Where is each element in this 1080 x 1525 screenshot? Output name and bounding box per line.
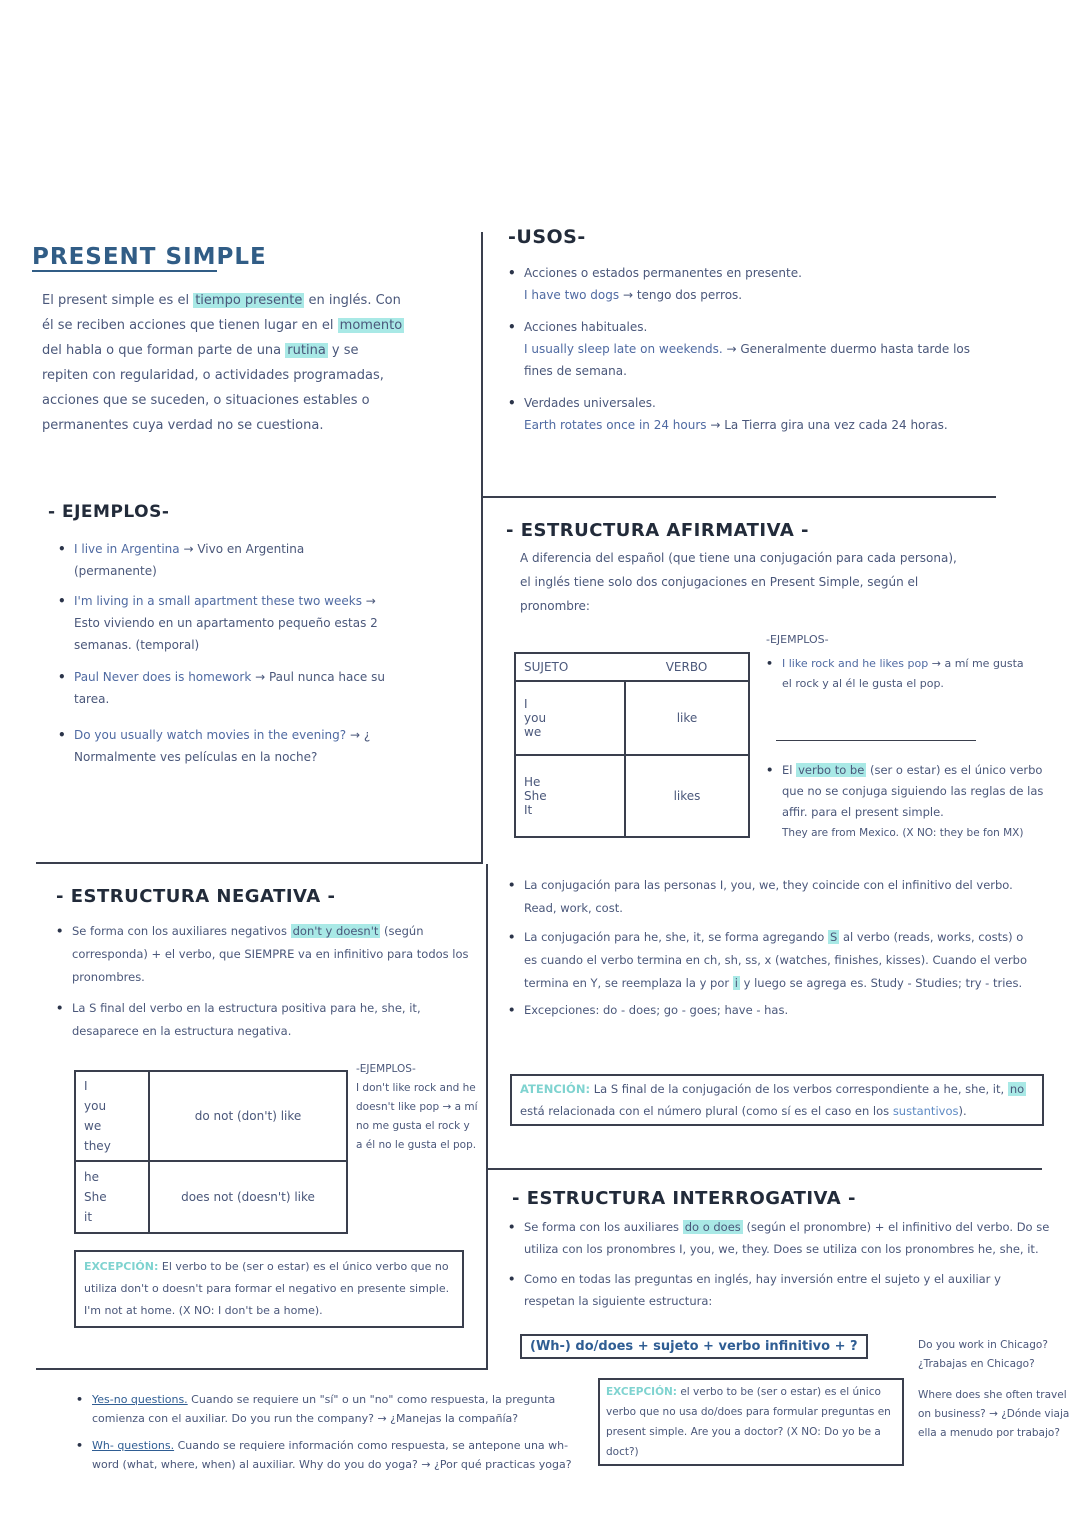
- table-row: [75, 1071, 347, 1161]
- list-item: • Yes-no questions. Cuando se requiere un "sí" o un "no" como respuesta, la pregunta comienza con el auxiliar. Do you run the company? → ¿Manejas la compañía?: [76, 1390, 584, 1428]
- atencion-box: ATENCIÓN: La S final de la conjugación de los verbos correspondiente a he, she, it, no está relacionada con el número plural (como sí es el caso en los sustantivos).: [510, 1074, 1044, 1126]
- divider-afirmativa-ejemplos: [776, 740, 976, 741]
- highlight-do-does: do o does: [684, 1220, 741, 1234]
- divider-right-interrogativa: [488, 1168, 1042, 1170]
- list-item: • Se forma con los auxiliares negativos don't y doesn't (según corresponda) + el verbo, que SIEMPRE va en infinitivo para todos los pronombres.: [56, 920, 476, 989]
- divider-right-usos: [483, 496, 996, 498]
- interrogativa-formula: (Wh-) do/does + sujeto + verbo infinitivo + ?: [520, 1334, 868, 1359]
- list-item: • La S final del verbo en la estructura positiva para he, she, it, desaparece en la estructura negativa.: [56, 997, 476, 1043]
- list-item: • Paul Never does is homework → Paul nunca hace su tarea.: [58, 666, 388, 710]
- interrogativa-side-examples: [918, 1336, 1074, 1443]
- atencion-label: ATENCIÓN:: [520, 1082, 591, 1096]
- usos-list: [508, 262, 978, 436]
- list-item: • Como en todas las preguntas en inglés, hay inversión entre el sujeto y el auxiliar y respetan la siguiente estructura:: [508, 1268, 1068, 1312]
- table-header-verbo: VERBO: [625, 653, 749, 681]
- afirmativa-table: [514, 652, 750, 838]
- negativa-ejemplos: -EJEMPLOS- I don't like rock and he doesn't like pop → a mí no me gusta el rock y a él no le gusta el pop.: [356, 1063, 478, 1151]
- list-item: • I live in Argentina → Vivo en Argentina (permanente): [58, 538, 388, 582]
- table-cell-verb: likes: [625, 755, 749, 837]
- column-divider-top: [481, 232, 483, 864]
- table-cell-verb: does not (doesn't) like: [149, 1161, 347, 1233]
- negativa-rules: [56, 920, 476, 1043]
- table-header-sujeto: SUJETO: [515, 653, 625, 681]
- table-row: [75, 1161, 347, 1233]
- table-row: [515, 681, 749, 755]
- afirmativa-heading: - ESTRUCTURA AFIRMATIVA -: [506, 520, 809, 541]
- page-title: PRESENT SIMPLE: [32, 244, 267, 270]
- table-cell-subjects: I you we: [515, 681, 625, 755]
- list-item: • I like rock and he likes pop → a mí me gusta el rock y al él le gusta el pop.: [766, 654, 1036, 694]
- ejemplos-heading: - EJEMPLOS-: [48, 502, 170, 522]
- highlight-momento: momento: [339, 318, 403, 333]
- highlight-rutina: rutina: [287, 343, 326, 358]
- title-underline: [32, 270, 217, 272]
- column-divider-negativa: [486, 864, 488, 1370]
- excepcion-label: EXCEPCIÓN:: [84, 1260, 159, 1273]
- table-cell-subjects: He She It: [515, 755, 625, 837]
- highlight-dont-doesnt: don't y doesn't: [292, 924, 379, 938]
- highlight-tiempo-presente: tiempo presente: [195, 293, 303, 308]
- list-item: • Wh- questions. Cuando se requiere información como respuesta, se antepone una wh-word (what, where, when) al auxiliar. Why do you do yoga? → ¿Por qué practicas yoga?: [76, 1436, 584, 1474]
- table-cell-verb: do not (don't) like: [149, 1071, 347, 1161]
- list-item: Do you work in Chicago? ¿Trabajas en Chicago?: [918, 1339, 1048, 1370]
- interrogativa-heading: - ESTRUCTURA INTERROGATIVA -: [512, 1188, 856, 1209]
- divider-left-mid: [36, 862, 482, 864]
- negativa-table: [74, 1070, 348, 1234]
- table-cell-verb: like: [625, 681, 749, 755]
- afirmativa-intro: A diferencia del español (que tiene una conjugación para cada persona), el inglés tiene solo dos conjugaciones en Present Simple, según el pronombre:: [520, 551, 957, 613]
- table-cell-subjects: he She it: [75, 1161, 149, 1233]
- question-types: [76, 1390, 584, 1474]
- intro-paragraph: El present simple es el tiempo presente en inglés. Con él se reciben acciones que tienen lugar en el momento del habla o que forman parte de una rutina y se repiten con regularidad, o actividades programadas, acciones que se suceden, o situaciones estables o permanentes cuya verdad no se cuestiona.: [42, 293, 403, 433]
- interrogativa-excepcion-box: EXCEPCIÓN: el verbo to be (ser o estar) es el único verbo que no usa do/does para formular preguntas en present simple. Are you a doctor? (X NO: Do yo be a doct?): [598, 1378, 904, 1466]
- divider-bottom-left: [36, 1368, 488, 1370]
- list-item: • Acciones o estados permanentes en presente. I have two dogs → tengo dos perros.: [508, 262, 978, 306]
- interrogativa-rules: [508, 1216, 1068, 1312]
- list-item: • La conjugación para las personas I, you, we, they coincide con el infinitivo del verbo. Read, work, cost.: [508, 874, 1028, 920]
- afirmativa-rules: [508, 874, 1028, 1022]
- ejemplos-list: [58, 538, 388, 768]
- usos-heading: -USOS-: [508, 226, 586, 248]
- excepcion-label: EXCEPCIÓN:: [606, 1386, 677, 1398]
- list-item: • Se forma con los auxiliares do o does (según el pronombre) + el infinitivo del verbo. Do se utiliza con los pronombres I, you, we, they. Does se utiliza con los pronombres he, she, it.: [508, 1216, 1068, 1260]
- yes-no-label: Yes-no questions.: [92, 1393, 188, 1406]
- verb-be-note: • El verbo to be (ser o estar) es el único verbo que no se conjuga siguiendo las reglas de las affir. para el present simple. They are from Mexico. (X NO: they be fon MX): [766, 760, 1056, 844]
- afirmativa-ejemplos: -EJEMPLOS- • I like rock and he likes pop → a mí me gusta el rock y al él le gusta el pop.: [766, 630, 1036, 694]
- list-item: • Do you usually watch movies in the evening? → ¿ Normalmente ves películas en la noche?: [58, 724, 388, 768]
- highlight-verbo-to-be: verbo to be: [798, 763, 865, 777]
- list-item: • Acciones habituales. I usually sleep late on weekends. → Generalmente duermo hasta tarde los fines de semana.: [508, 316, 978, 382]
- wh-label: Wh- questions.: [92, 1439, 175, 1452]
- table-row: [515, 755, 749, 837]
- list-item: • I'm living in a small apartment these two weeks → Esto viviendo en un apartamento pequeño estas 2 semanas. (temporal): [58, 590, 388, 656]
- negativa-heading: - ESTRUCTURA NEGATIVA -: [56, 886, 336, 907]
- table-row: [515, 653, 749, 681]
- list-item: • Verdades universales. Earth rotates once in 24 hours → La Tierra gira una vez cada 24 horas.: [508, 392, 978, 436]
- list-item: Where does she often travel on business? → ¿Dónde viaja ella a menudo por trabajo?: [918, 1389, 1070, 1439]
- table-cell-subjects: I you we they: [75, 1071, 149, 1161]
- list-item: • Excepciones: do - does; go - goes; have - has.: [508, 999, 1028, 1022]
- negativa-excepcion-box: EXCEPCIÓN: El verbo to be (ser o estar) es el único verbo que no utiliza don't o doesn't para formar el negativo en presente simple. I'm not at home. (X NO: I don't be a home).: [74, 1250, 464, 1328]
- list-item: • La conjugación para he, she, it, se forma agregando S al verbo (reads, works, costs) o es cuando el verbo termina en ch, sh, ss, x (watches, finishes, kisses). Cuando el verbo termina en Y, se reemplaza la y por i y luego se agrega es. Study - Studies; try - tries.: [508, 926, 1028, 995]
